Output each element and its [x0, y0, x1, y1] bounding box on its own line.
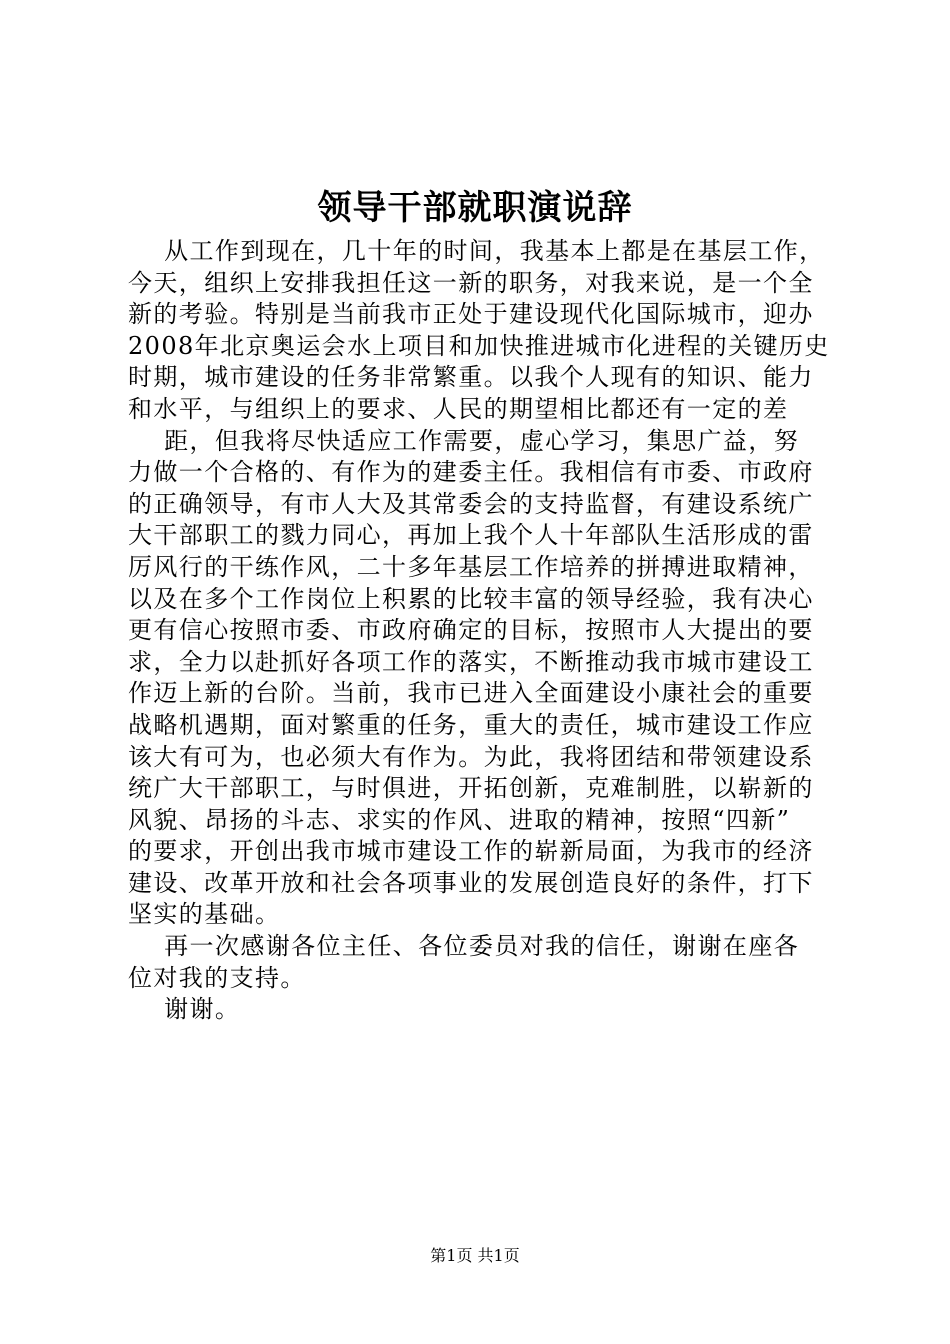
body-line: 风貌、昂扬的斗志、求实的作风、进取的精神，按照“四新” [128, 805, 791, 834]
body-line: 建设、改革开放和社会各项事业的发展创造良好的条件，打下 [128, 868, 814, 897]
body-line: 该大有可为，也必须大有作为。为此，我将团结和带领建设系 [128, 742, 814, 771]
body-line: 从工作到现在，几十年的时间，我基本上都是在基层工作， [128, 237, 825, 265]
body-line: 谢谢。 [128, 995, 241, 1024]
body-line: 求，全力以赴抓好各项工作的落实，不断推动我市城市建设工 [128, 647, 814, 676]
document-title: 领导干部就职演说辞 [317, 188, 633, 228]
body-line: 距，但我将尽快适应工作需要，虚心学习，集思广益，努 [128, 426, 800, 455]
body-line: 作迈上新的台阶。当前，我市已进入全面建设小康社会的重要 [128, 679, 814, 708]
body-line: 的正确领导，有市人大及其常委会的支持监督，有建设系统广 [128, 489, 814, 518]
body-line: 以及在多个工作岗位上积累的比较丰富的领导经验，我有决心 [128, 584, 814, 613]
page-footer: 第1页 共1页 [430, 1246, 520, 1265]
body-line: 更有信心按照市委、市政府确定的目标，按照市人大提出的要 [128, 616, 814, 645]
body-line: 厉风行的干练作风，二十多年基层工作培养的拼搏进取精神， [128, 552, 814, 581]
body-line: 时期，城市建设的任务非常繁重。以我个人现有的知识、能力 [128, 363, 814, 392]
body-line: 坚实的基础。 [128, 900, 281, 929]
body-line: 新的考验。特别是当前我市正处于建设现代化国际城市，迎办 [128, 300, 814, 329]
body-line: 的要求，开创出我市城市建设工作的崭新局面，为我市的经济 [128, 837, 814, 866]
body-line: 统广大干部职工，与时俱进，开拓创新，克难制胜，以崭新的 [128, 774, 814, 803]
body-line: 位对我的支持。 [128, 963, 306, 992]
body-line: 大干部职工的戮力同心，再加上我个人十年部队生活形成的雷 [128, 521, 814, 550]
document-body [128, 236, 832, 1026]
body-line: 和水平，与组织上的要求、人民的期望相比都还有一定的差 [128, 394, 789, 423]
body-line: 战略机遇期，面对繁重的任务，重大的责任，城市建设工作应 [128, 710, 814, 739]
body-line: 今天，组织上安排我担任这一新的职务，对我来说，是一个全 [128, 268, 814, 297]
body-line: 力做一个合格的、有作为的建委主任。我相信有市委、市政府 [128, 458, 814, 487]
body-line: 再一次感谢各位主任、各位委员对我的信任，谢谢在座各 [128, 932, 800, 961]
body-line: 2008年北京奥运会水上项目和加快推进城市化进程的关键历史 [128, 331, 830, 360]
